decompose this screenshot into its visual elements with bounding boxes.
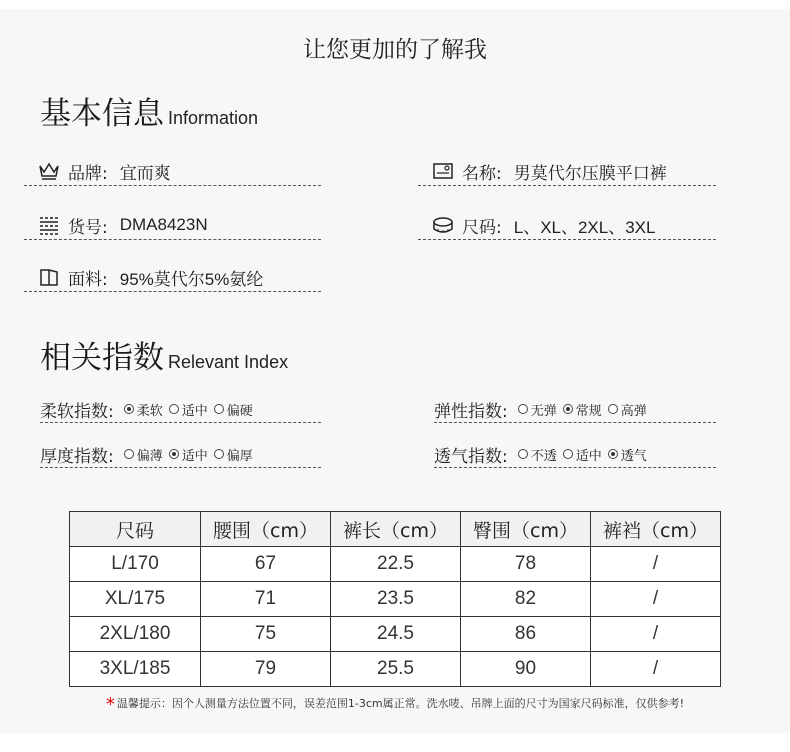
- thickness-row: [40, 441, 321, 468]
- size-row: [418, 211, 716, 240]
- asterisk-icon: *: [105, 694, 115, 715]
- elasticity-row: [434, 396, 716, 423]
- index-section-heading: [40, 332, 288, 377]
- table-cell: L/170: [70, 547, 201, 582]
- table-row: [70, 652, 721, 687]
- softness-option[interactable]: 适中: [169, 400, 208, 419]
- brand-value: 宜而爽: [119, 163, 171, 183]
- size-label: 尺码:: [462, 217, 502, 238]
- table-cell: 71: [201, 582, 331, 617]
- table-cell: 25.5: [331, 652, 461, 687]
- table-cell: 82: [461, 582, 591, 617]
- info-section-subtitle: Information: [168, 108, 259, 128]
- radio-button[interactable]: [608, 404, 618, 414]
- table-cell: 22.5: [331, 547, 461, 582]
- column-header: 裤长（cm）: [331, 512, 461, 547]
- table-cell: 90: [461, 652, 591, 687]
- breathability-option[interactable]: 不透: [518, 445, 557, 464]
- table-cell: 3XL/185: [70, 652, 201, 687]
- table-cell: 24.5: [331, 617, 461, 652]
- index-section-subtitle: Relevant Index: [168, 352, 289, 372]
- radio-button[interactable]: [563, 404, 573, 414]
- fabric-value: 95%莫代尔5%氨纶: [119, 269, 264, 289]
- brand-label: 品牌:: [68, 163, 108, 184]
- tag-icon: [432, 160, 454, 182]
- radio-button[interactable]: [169, 449, 179, 459]
- elasticity-label: 弹性指数:: [434, 401, 508, 422]
- table-cell: /: [591, 582, 721, 617]
- note-text: 温馨提示：因个人测量方法位置不同，误差范围1-3cm属正常。洗水唛、吊牌上面的尺寸为国家尺码标准，仅供参考!: [116, 697, 685, 710]
- column-header: 臀围（cm）: [461, 512, 591, 547]
- table-header-row: [70, 512, 721, 547]
- sku-label: 货号:: [68, 217, 108, 238]
- table-cell: 86: [461, 617, 591, 652]
- thickness-option[interactable]: 偏薄: [124, 445, 163, 464]
- fabric-row: [24, 263, 321, 292]
- softness-label: 柔软指数:: [40, 401, 114, 422]
- sku-row: [24, 211, 321, 240]
- info-section-title: 基本信息: [40, 96, 164, 132]
- brand-row: [24, 157, 321, 186]
- radio-button[interactable]: [169, 404, 179, 414]
- size-value: L、XL、2XL、3XL: [513, 217, 656, 237]
- name-label: 名称:: [462, 163, 502, 184]
- radio-button[interactable]: [608, 449, 618, 459]
- breathability-label: 透气指数:: [434, 446, 508, 467]
- table-cell: /: [591, 617, 721, 652]
- table-cell: /: [591, 652, 721, 687]
- name-row: [418, 157, 716, 186]
- table-cell: 67: [201, 547, 331, 582]
- sku-value: DMA8423N: [119, 215, 208, 234]
- radio-button[interactable]: [563, 449, 573, 459]
- index-section-title: 相关指数: [40, 340, 164, 376]
- name-value: 男莫代尔压膜平口裤: [513, 163, 667, 183]
- size-table: [69, 511, 721, 687]
- table-cell: 23.5: [331, 582, 461, 617]
- barcode-icon: [38, 214, 60, 236]
- softness-option[interactable]: 柔软: [124, 400, 163, 419]
- measurement-note: [0, 694, 790, 715]
- table-cell: /: [591, 547, 721, 582]
- table-cell: 75: [201, 617, 331, 652]
- table-cell: 2XL/180: [70, 617, 201, 652]
- radio-button[interactable]: [214, 404, 224, 414]
- radio-button[interactable]: [124, 404, 134, 414]
- elasticity-option[interactable]: 高弹: [608, 400, 647, 419]
- crown-icon: [38, 160, 60, 182]
- softness-option[interactable]: 偏硬: [214, 400, 253, 419]
- info-section-heading: [40, 88, 258, 133]
- thickness-option[interactable]: 适中: [169, 445, 208, 464]
- thickness-option[interactable]: 偏厚: [214, 445, 253, 464]
- table-cell: XL/175: [70, 582, 201, 617]
- fabric-label: 面料:: [68, 269, 108, 290]
- column-header: 裤裆（cm）: [591, 512, 721, 547]
- breathability-row: [434, 441, 716, 468]
- thickness-label: 厚度指数:: [40, 446, 114, 467]
- breathability-option[interactable]: 透气: [608, 445, 647, 464]
- softness-row: [40, 396, 321, 423]
- table-row: [70, 547, 721, 582]
- radio-button[interactable]: [518, 449, 528, 459]
- radio-button[interactable]: [214, 449, 224, 459]
- book-icon: [38, 266, 60, 288]
- column-header: 腰围（cm）: [201, 512, 331, 547]
- radio-button[interactable]: [518, 404, 528, 414]
- elasticity-option[interactable]: 常规: [563, 400, 602, 419]
- table-cell: 79: [201, 652, 331, 687]
- breathability-option[interactable]: 适中: [563, 445, 602, 464]
- tape-measure-icon: [432, 214, 454, 236]
- radio-button[interactable]: [124, 449, 134, 459]
- page-title: 让您更加的了解我: [303, 37, 487, 63]
- column-header: 尺码: [70, 512, 201, 547]
- elasticity-option[interactable]: 无弹: [518, 400, 557, 419]
- table-row: [70, 617, 721, 652]
- table-row: [70, 582, 721, 617]
- table-cell: 78: [461, 547, 591, 582]
